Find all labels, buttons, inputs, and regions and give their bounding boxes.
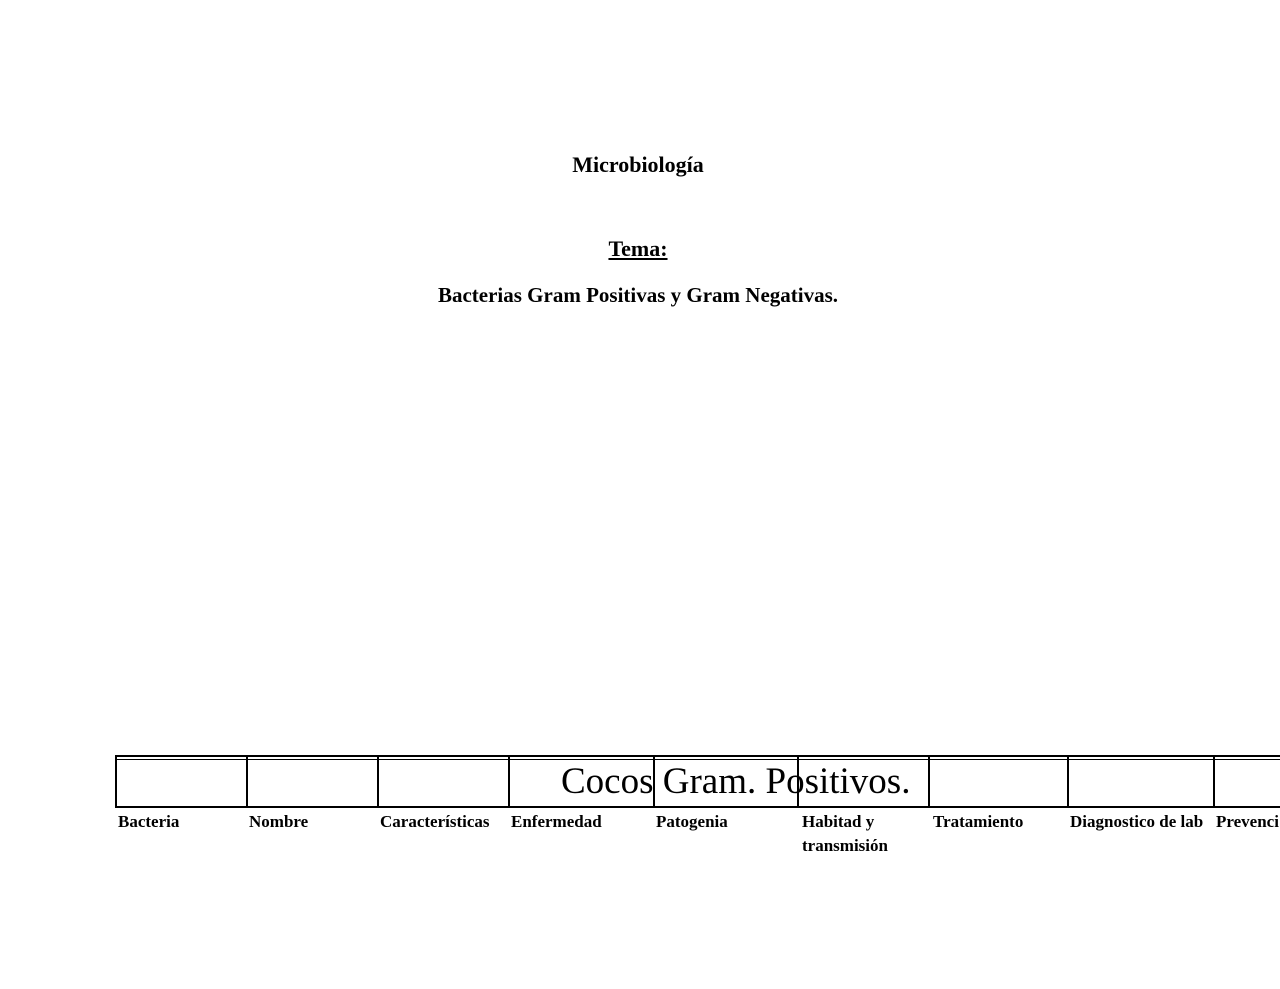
column-header-nombre: Nombre — [249, 812, 309, 831]
document-title: Microbiología — [572, 152, 704, 177]
column-header-caracteristicas: Características — [380, 812, 490, 831]
column-divider — [377, 755, 379, 808]
column-header-bacteria: Bacteria — [118, 812, 180, 831]
table-top-border — [115, 755, 1280, 757]
column-header-habitad — [802, 810, 888, 858]
table-header-bottom-border — [115, 806, 1280, 808]
topic-label: Tema: — [608, 236, 668, 261]
column-header-patogenia: Patogenia — [656, 812, 728, 831]
bacteria-table — [115, 755, 1280, 865]
column-header-diagnostico: Diagnostico de lab — [1070, 812, 1204, 831]
column-divider — [508, 755, 510, 808]
column-header-tratamiento: Tratamiento — [933, 812, 1024, 831]
column-divider — [246, 755, 248, 808]
column-header-habitad-line1: Habitad y — [802, 812, 875, 831]
column-divider — [1213, 755, 1215, 808]
column-header-prevencion: Prevenci — [1216, 812, 1279, 831]
column-divider — [1067, 755, 1069, 808]
column-header-habitad-line2: transmisión — [802, 836, 888, 855]
table-banner: Cocos Gram. Positivos. — [561, 761, 911, 802]
column-divider — [928, 755, 930, 808]
column-header-enfermedad: Enfermedad — [511, 812, 602, 831]
column-divider — [115, 755, 117, 808]
topic-text: Bacterias Gram Positivas y Gram Negativas. — [437, 283, 839, 307]
